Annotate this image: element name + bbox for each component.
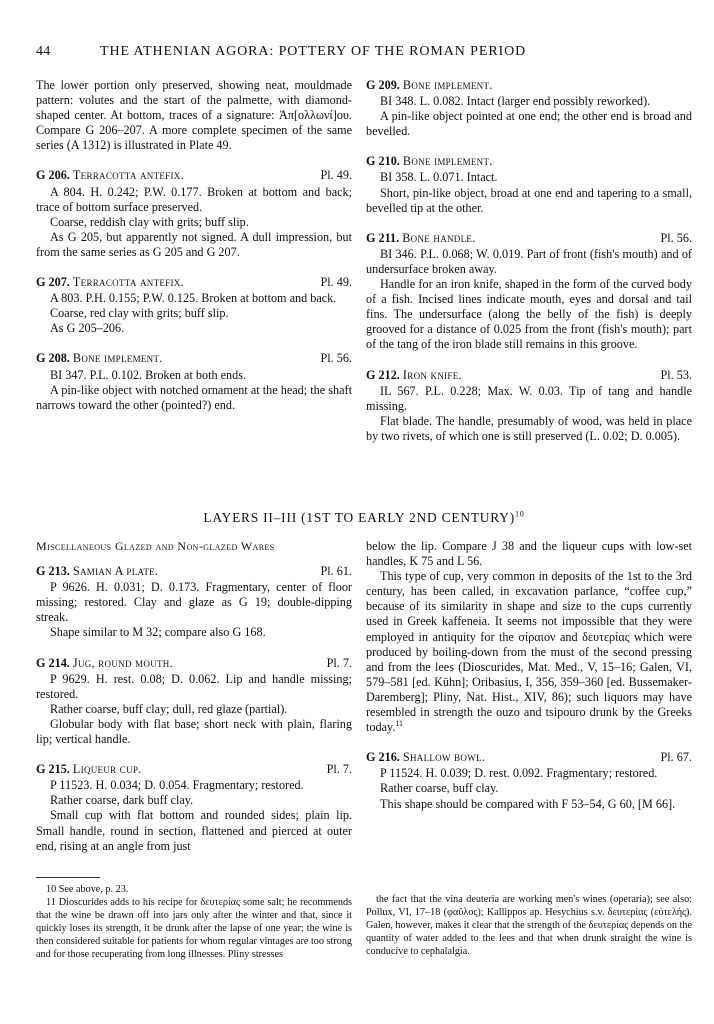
entry-heading [366,750,692,765]
entry-heading [36,275,352,290]
catalogue-entry [36,564,352,640]
footnote-rule [36,877,100,878]
catalogue-entry [36,168,352,260]
entry-paragraph: Rather coarse, dark buff clay. [50,793,194,808]
entry-heading [36,168,352,183]
entry-title [36,351,163,366]
entry-paragraph: BI 346. P.L. 0.068; W. 0.019. Part of front (fish's mouth) and of undersurface broken away. [366,246,692,276]
bottom-right-column [366,539,692,812]
catalogue-entries-bottom-left [36,564,352,854]
object-type: Shallow bowl. [402,750,486,765]
object-type: Bone handle. [402,230,476,245]
catalogue-entry [366,368,692,444]
entry-title [366,154,493,169]
object-type: Bone implement. [402,154,493,169]
continuation-paragraph: below the lip. Compare J 38 and the liqueur cups with low-set handles, K 75 and L 56. [366,539,692,569]
entry-heading [366,78,692,93]
plate-reference: Pl. 56. [660,230,692,245]
catalogue-number: G 209. [366,78,400,92]
catalogue-entry [36,762,352,854]
footnote-10: 10 See above, p. 23. [46,884,129,895]
catalogue-entries-top-right [366,78,692,444]
entry-paragraph: Coarse, reddish clay with grits; buff slip. [50,214,249,229]
catalogue-entry [36,656,352,748]
entry-paragraph: BI 347. P.L. 0.102. Broken at both ends. [50,367,247,382]
footnote-ref: 11 [395,719,404,729]
entry-heading [366,231,692,246]
plate-reference: Pl. 7. [326,762,352,777]
object-type: Iron knife. [402,367,462,382]
entry-title [366,231,476,246]
footnotes-left [36,883,352,961]
entry-title [36,275,184,290]
discussion-paragraph: This type of cup, very common in deposits of the 1st to the 3rd century, has been called, in excavation parlance, “coffee cup,” because of its similarity in shape and size to the cups currently used in Greek kaffeneia. It seems not impossible that they were employed in antiquity for the σίραιον and δευτερίας which were produced by boiling-down from the must of the second pressing and from the lees (Dioscurides, Mat. Med., V, 15–16; Galen, VI, 579–581 [ed. Kühn]; Oribasius, I, 356, 359–360 [ed. Bussemaker-Daremberg]; Pliny, Nat. Hist., XIV, 86); such liquors may have resembled in strength the ouzo and tsipouro drunk by the Greeks today.$^{11}$ [366,569,692,735]
entry-paragraph: This shape should be compared with F 53–54, G 60, [M 66]. [380,796,676,811]
running-header [36,44,692,60]
plate-reference: Pl. 49. [320,275,352,290]
entry-paragraph: A 803. P.H. 0.155; P.W. 0.125. Broken at bottom and back. [50,291,337,306]
footnote-11-continued: the fact that the vina deuteria are working men's wines (operaria); see also: Pollux, VI, 17–18 (φαῦλος); Kallippos ap. Hesychius s.v. δευτερίας (εὐτελής). Galen, however, makes it clear that the strength of the δευτερίας depends on the quantity of water added to the lees and that when drunk straight the wine is conducive to cephalalgia. [366,894,692,957]
catalogue-entries-top-left [36,168,352,412]
entry-paragraph: Shape similar to M 32; compare also G 168. [50,625,266,640]
entry-heading [36,564,352,579]
entry-paragraph: P 9629. H. rest. 0.08; D. 0.062. Lip and handle missing; restored. [36,671,352,701]
entry-paragraph: Flat blade. The handle, presumably of wood, was held in place by two rivets, of which one is still preserved (L. 0.02; D. 0.005). [366,413,692,443]
plate-reference: Pl. 49. [320,168,352,183]
catalogue-entry [366,750,692,811]
object-type: Terracotta antefix. [72,275,184,290]
entry-paragraph: Rather coarse, buff clay; dull, red glaze (partial). [50,701,288,716]
catalogue-number: G 213. [36,564,70,579]
plate-reference: Pl. 67. [660,750,692,765]
entry-heading [366,154,692,169]
page-number: 44 [36,44,51,59]
catalogue-number: G 208. [36,351,70,366]
entry-paragraph: P 11524. H. 0.039; D. rest. 0.092. Fragmentary; restored. [380,766,658,781]
top-left-column [36,78,352,413]
catalogue-number: G 211. [366,230,400,245]
entry-paragraph: P 9626. H. 0.031; D. 0.173. Fragmentary, center of floor missing; restored. Clay and glaze as G 19; double-dipping streak. [36,580,352,625]
catalogue-entry [36,275,352,336]
entry-heading [36,656,352,671]
object-type: Bone implement. [402,78,493,92]
entry-paragraph: A pin-like object with notched ornament at the head; the shaft narrows toward the other (pointed?) end. [36,382,352,412]
entry-title [366,750,485,765]
entry-paragraph: A 804. H. 0.242; P.W. 0.177. Broken at bottom and back; trace of bottom surface preserved. [36,184,352,214]
entry-heading [36,351,352,366]
object-type: Liqueur cup. [72,762,142,777]
top-right-column [366,78,692,444]
catalogue-number: G 210. [366,154,400,169]
entry-paragraph: Handle for an iron knife, shaped in the form of the curved body of a fish. Incised lines indicate mouth, eyes and dorsal and tail fins. The undersurface (along the belly of the fish) is deeply grooved for a distance of 0.025 from the front (fish's mouth); part of the tang of the iron blade still remains in this groove. [366,277,692,352]
footnote-ref: 10 [515,509,525,519]
catalogue-number: G 212. [366,367,400,382]
running-title: THE ATHENIAN AGORA: POTTERY OF THE ROMAN PERIOD [100,44,527,59]
entry-paragraph: Coarse, red clay with grits; buff slip. [50,306,229,321]
continuation-paragraph: The lower portion only preserved, showing neat, mouldmade pattern: volutes and the start of the palmette, with diamond-shaped center. At bottom, traces of a signature: Ἀπ[ολλωνί]ου. Compare G 206–207. A more complete specimen of the same series (A 1312) is illustrated in Plate 49. [36,78,352,153]
catalogue-entry [366,78,692,139]
plate-reference: Pl. 53. [660,367,692,382]
catalogue-entry [366,154,692,215]
object-type: Jug, round mouth. [72,655,173,670]
entry-heading [366,368,692,383]
entry-paragraph: Rather coarse, buff clay. [380,781,499,796]
entry-title [366,78,493,93]
entry-title [36,564,158,579]
catalogue-entry [366,231,692,353]
entry-paragraph: As G 205, but apparently not signed. A dull impression, but from the same series as G 205 and G 207. [36,229,352,259]
catalogue-entries-bottom-right [366,750,692,811]
object-type: Samian A plate. [72,564,159,579]
catalogue-number: G 214. [36,655,70,670]
plate-reference: Pl. 56. [320,351,352,366]
entry-paragraph: A pin-like object pointed at one end; the other end is broad and bevelled. [366,109,692,139]
plate-reference: Pl. 7. [326,655,352,670]
entry-paragraph: Globular body with flat base; short neck with plain, flaring lip; vertical handle. [36,716,352,747]
footnotes-right [366,893,692,958]
section-title [36,510,692,526]
catalogue-entry [36,351,352,412]
bottom-left-column [36,539,352,854]
entry-title [36,656,173,671]
entry-paragraph: Short, pin-like object, broad at one end and tapering to a small, bevelled tip at the other. [366,185,692,215]
entry-paragraph: P 11523. H. 0.034; D. 0.054. Fragmentary; restored. [50,778,304,793]
object-type: Bone implement. [72,351,163,366]
entry-title [36,762,142,777]
entry-paragraph: As G 205–206. [50,321,125,336]
section-title-text: LAYERS II–III (1ST TO EARLY 2ND CENTURY) [203,510,515,525]
entry-paragraph: Small cup with flat bottom and rounded sides; plain lip. Small handle, round in section, flattened and pierced at outer end, rising at an angle from just [36,808,352,853]
catalogue-number: G 206. [36,168,70,183]
entry-paragraph: BI 358. L. 0.071. Intact. [380,170,498,185]
entry-paragraph: IL 567. P.L. 0.228; Max. W. 0.03. Tip of tang and handle missing. [366,383,692,413]
entry-title [36,168,184,183]
catalogue-number: G 216. [366,750,400,765]
footnote-11: 11 Dioscurides adds to his recipe for δευτερίας some salt; he recommends that the wine be drawn off into jars only after the winter and that, since it quickly loses its strength, it be drunk after the lapse of one year; the wine is then considered suitable for patients for whom regular vintages are too strong and for those recuperating from long illnesses. Pliny stresses [36,897,353,960]
object-type: Terracotta antefix. [72,168,184,183]
catalogue-number: G 215. [36,762,70,777]
entry-heading [36,762,352,777]
plate-reference: Pl. 61. [320,564,352,579]
subheading: Miscellaneous Glazed and Non-glazed Wares [36,539,275,553]
entry-paragraph: BI 348. L. 0.082. Intact (larger end possibly reworked). [380,94,651,109]
catalogue-number: G 207. [36,275,70,290]
entry-title [366,368,462,383]
